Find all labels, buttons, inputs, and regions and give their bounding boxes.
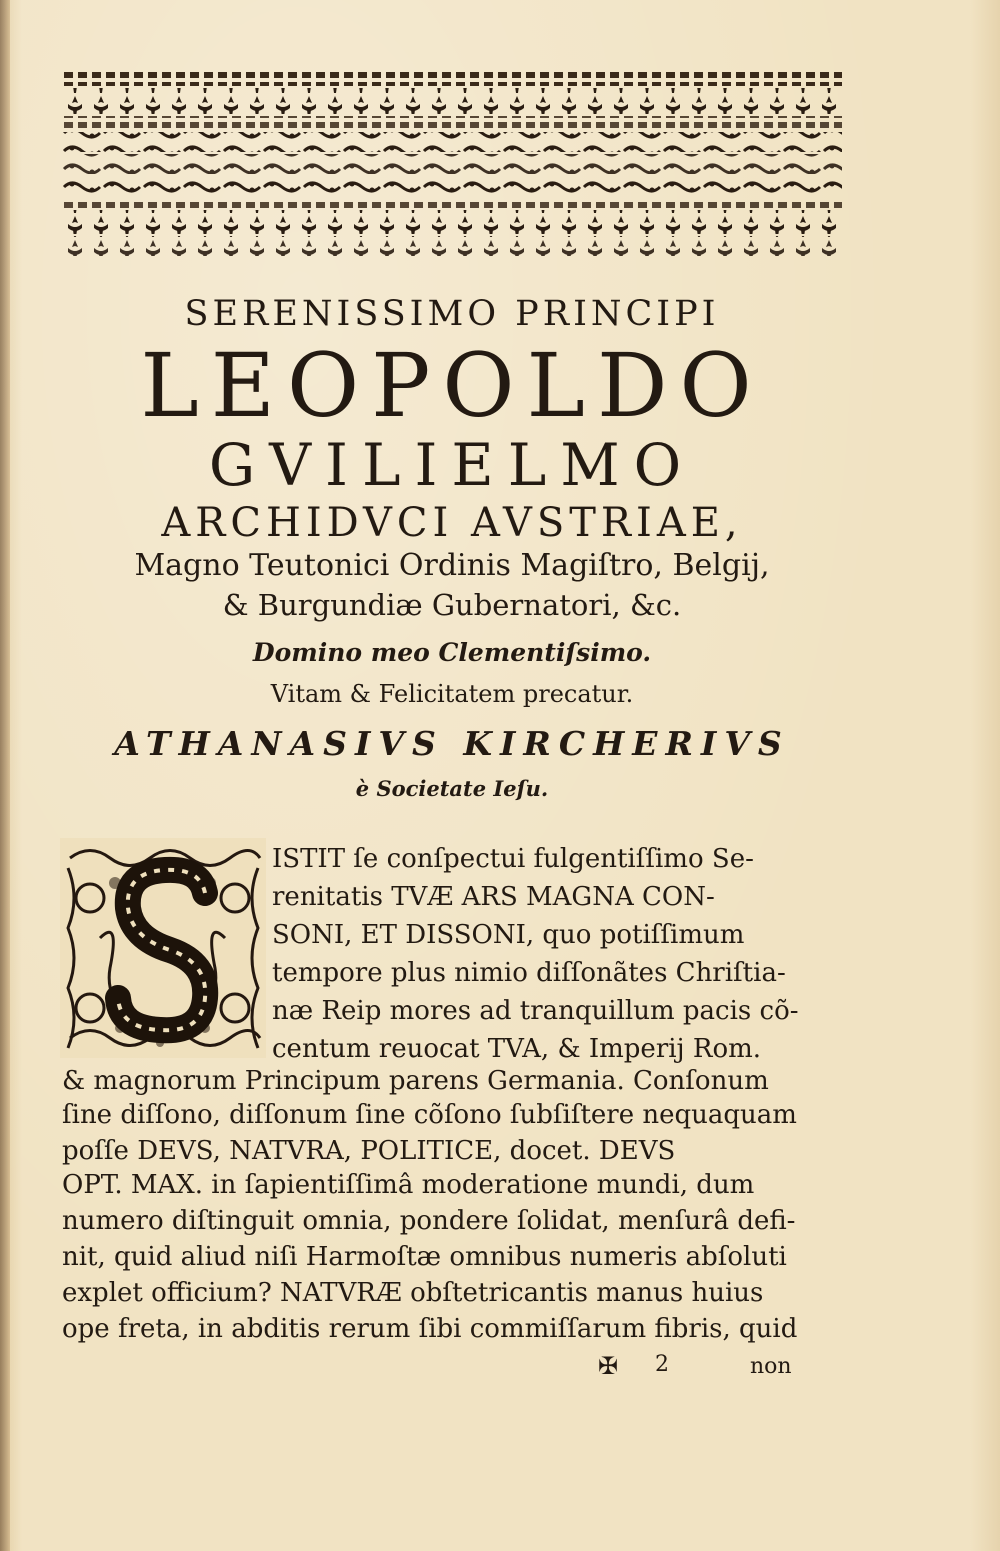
body-line-1: ISTIT ſe conſpectui fulgentiſſimo Se- <box>272 844 754 874</box>
body-line-13: explet officium? NATVRÆ obſtetricantis manus huius <box>62 1278 764 1308</box>
body-line-11: numero diſtinguit omnia, pondere ſolidat, menſurâ defi- <box>62 1206 796 1236</box>
dedication-line-1: SERENISSIMO PRINCIPI <box>184 294 720 334</box>
body-line-14: ope freta, in abditis rerum ſibi commiſſarum fibris, quid <box>62 1314 798 1344</box>
dedication-title-line-5: Magno Teutonici Ordinis Magiſtro, Belgij, <box>134 548 770 583</box>
author-name: ATHANASIVS KIRCHERIVS <box>114 724 790 763</box>
page-binding-edge <box>0 0 10 1551</box>
signature-number: 2 <box>655 1352 669 1377</box>
body-line-7: & magnorum Principum parens Germania. Conſonum <box>62 1066 769 1096</box>
author-society: è Societate Ieſu. <box>355 776 549 801</box>
body-line-6: centum reuocat TVA, & Imperij Rom. <box>272 1034 762 1064</box>
body-line-5: næ Reip mores ad tranquillum pacis cõ- <box>272 996 799 1026</box>
body-line-2: renitatis TVÆ ARS MAGNA CON- <box>272 882 715 912</box>
catchword: non <box>750 1354 792 1379</box>
dedication-name-leopoldo: LEOPOLDO <box>140 334 764 437</box>
dedication-name-gvilielmo: GVILIELMO <box>208 431 696 499</box>
body-line-12: nit, quid aliud niſi Harmoſtæ omnibus numeris abſoluti <box>62 1242 787 1272</box>
dedication-vitam: Vitam & Felicitatem precatur. <box>270 680 634 708</box>
body-line-9: poſſe DEVS, NATVRA, POLITICE, docet. DEVS <box>62 1136 676 1166</box>
drop-cap-s-woodcut <box>60 838 266 1058</box>
body-line-8: ſine diſſono, diſſonum ſine cõſono ſubſiſtere nequaquam <box>62 1100 797 1130</box>
body-line-3: SONI, ET DISSONI, quo potiſſimum <box>272 920 745 950</box>
body-line-10: OPT. MAX. in ſapientiſſimâ moderatione mundi, dum <box>62 1170 755 1200</box>
body-line-4: tempore plus nimio diſſonãtes Chriſtia- <box>272 958 786 988</box>
dedication-title-line-6: & Burgundiæ Gubernatori, &c. <box>222 588 682 622</box>
ornamental-headpiece <box>62 70 842 258</box>
dedication-title-archduke: ARCHIDVCI AVSTRIAE, <box>161 500 743 546</box>
signature-mark-icon: ✠ <box>598 1352 619 1380</box>
dedication-domino: Domino meo Clementiſsimo. <box>252 638 652 667</box>
